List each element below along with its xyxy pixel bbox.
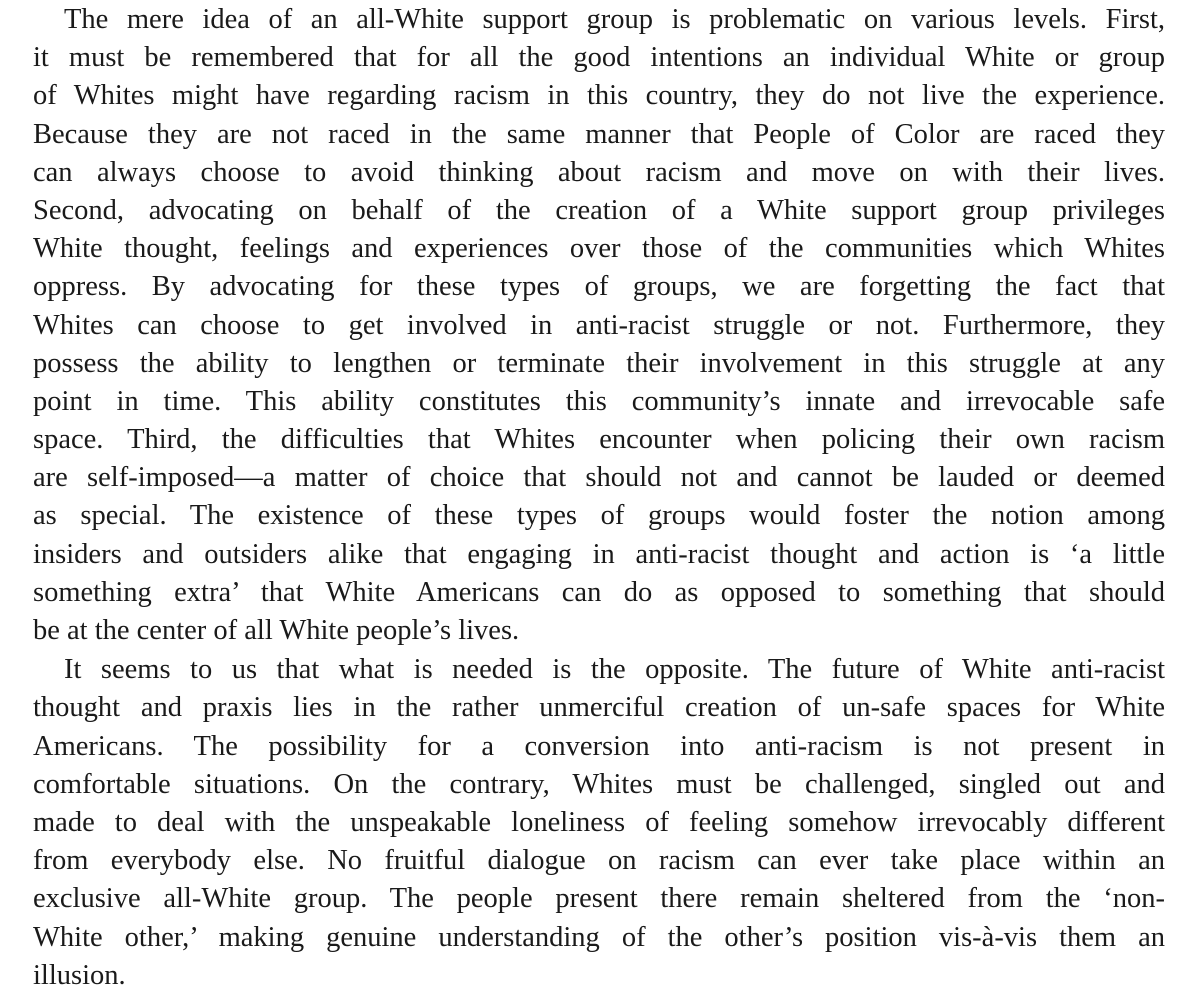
text-line: Because they are not raced in the same manner that People of Color are raced they — [33, 118, 1165, 150]
text-line: are self-imposed—a matter of choice that should not and cannot be lauded or deemed — [33, 462, 1165, 494]
text-line: White other,’ making genuine understanding of the other’s position vis-à-vis them an — [33, 921, 1165, 953]
text-line: comfortable situations. On the contrary, Whites must be challenged, singled out and — [33, 768, 1165, 800]
text-line: It seems to us that what is needed is the opposite. The future of White anti-racist — [64, 654, 1165, 686]
text-line: made to deal with the unspeakable loneliness of feeling somehow irrevocably different — [33, 806, 1165, 838]
text-line: possess the ability to lengthen or terminate their involvement in this struggle at any — [33, 347, 1165, 379]
text-line: White thought, feelings and experiences over those of the communities which Whites — [33, 233, 1165, 265]
text-line: exclusive all-White group. The people present there remain sheltered from the ‘non- — [33, 883, 1165, 915]
text-line: illusion. — [33, 959, 126, 991]
text-line: The mere idea of an all-White support group is problematic on various levels. First, — [64, 4, 1165, 35]
text-line: Second, advocating on behalf of the creation of a White support group privileges — [33, 194, 1165, 226]
text-line: can always choose to avoid thinking about racism and move on with their lives. — [33, 156, 1165, 188]
text-line: of Whites might have regarding racism in this country, they do not live the experience. — [33, 80, 1165, 112]
text-line: space. Third, the difficulties that Whites encounter when policing their own racism — [33, 424, 1165, 456]
text-line: something extra’ that White Americans can do as opposed to something that should — [33, 576, 1165, 608]
text-line: Whites can choose to get involved in anti-racist struggle or not. Furthermore, they — [33, 309, 1165, 341]
document-page — [33, 0, 1165, 995]
paragraph-1 — [33, 0, 1165, 650]
text-line: it must be remembered that for all the good intentions an individual White or group — [33, 42, 1165, 74]
text-line: as special. The existence of these types of groups would foster the notion among — [33, 500, 1165, 532]
text-line: be at the center of all White people’s lives. — [33, 615, 520, 646]
text-line: from everybody else. No fruitful dialogue on racism can ever take place within an — [33, 845, 1165, 877]
text-line: oppress. By advocating for these types of groups, we are forgetting the fact that — [33, 271, 1165, 303]
text-line: point in time. This ability constitutes this community’s innate and irrevocable safe — [33, 385, 1165, 417]
text-line: Americans. The possibility for a conversion into anti-racism is not present in — [33, 730, 1165, 762]
text-line: insiders and outsiders alike that engaging in anti-racist thought and action is ‘a little — [33, 538, 1165, 570]
paragraph-2 — [33, 650, 1165, 995]
text-line: thought and praxis lies in the rather unmerciful creation of un-safe spaces for White — [33, 692, 1165, 724]
